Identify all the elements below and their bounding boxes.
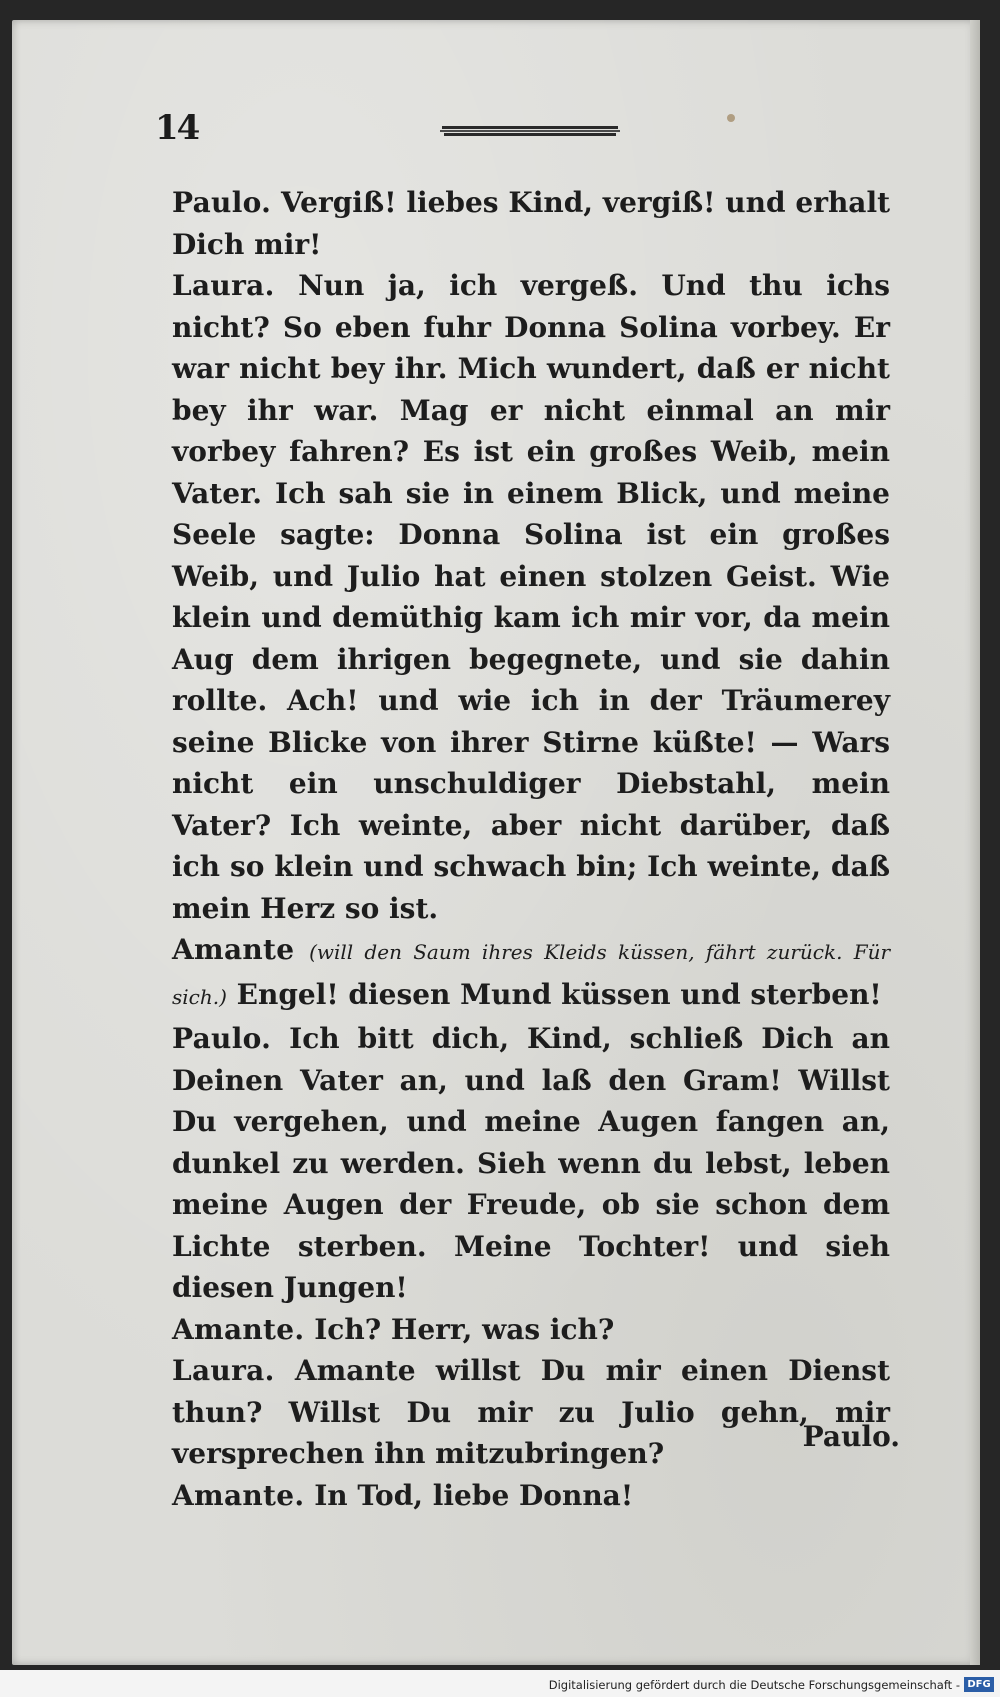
dialogue-text: In Tod, liebe Donna!	[314, 1478, 634, 1512]
paragraph-5	[172, 1309, 890, 1351]
footer-strip	[0, 1670, 1000, 1697]
paragraph-3	[172, 929, 890, 1018]
paragraph-2	[172, 265, 890, 929]
dialogue-text: Ich? Herr, was ich?	[314, 1312, 615, 1346]
page-edge	[970, 20, 980, 1665]
footer-credit: Digitalisierung gefördert durch die Deutsche Forschungsgemeinschaft -	[548, 1678, 960, 1692]
speaker-name: Laura.	[172, 1354, 275, 1387]
ornament-rule	[440, 125, 620, 137]
dialogue-text: Vergiß! liebes Kind, vergiß! und erhalt Dich mir!	[172, 186, 891, 261]
catchword: Paulo.	[802, 1420, 900, 1453]
paragraph-4	[172, 1018, 890, 1309]
page-number: 14	[155, 108, 199, 148]
dfg-logo-icon: DFG	[964, 1677, 994, 1692]
paragraph-7	[172, 1475, 890, 1517]
text-body	[172, 182, 890, 1516]
speaker-name: Amante.	[172, 1478, 305, 1512]
stage-direction: (will den Saum ihres Kleids küssen, fährt zurück. Für sich.)	[172, 940, 891, 1009]
dialogue-text: Amante willst Du mir einen Dienst thun? Willst Du mir zu Julio gehn, mir versprechen ihn mitzubringen?	[172, 1354, 890, 1470]
paragraph-6	[172, 1350, 890, 1475]
dialogue-text: Nun ja, ich vergeß. Und thu ichs nicht? So eben fuhr Donna Solina vorbey. Er war nicht bey ihr. Mich wundert, daß er nicht bey ihr war. Mag er nicht einmal an mir vorbey fahren? Es ist ein großes Weib, mein Vater. Ich sah sie in einem Blick, und meine Seele sagte: Donna Solina ist ein großes Weib, und Julio hat einen stolzen Geist. Wie klein und demüthig kam ich mir vor, da mein Aug dem ihrigen begegnete, und sie dahin rollte. Ach! und wie ich in der Träumerey seine Blicke von ihrer Stirne küßte! — Wars nicht ein unschuldiger Diebstahl, mein Vater? Ich weinte, aber nicht darüber, daß ich so klein und schwach bin; Ich weinte, daß mein Herz so ist.	[172, 269, 891, 925]
dialogue-text: Ich bitt dich, Kind, schließ Dich an Deinen Vater an, und laß den Gram! Willst Du vergehen, und meine Augen fangen an, dunkel zu werden. Sieh wenn du lebst, leben meine Augen der Freude, ob sie schon dem Lichte sterben. Meine Tochter! und sieh diesen Jungen!	[172, 1022, 890, 1304]
speaker-name: Paulo.	[172, 186, 272, 219]
speaker-name: Amante.	[172, 1312, 305, 1346]
speaker-name: Laura.	[172, 269, 275, 302]
dialogue-text: Engel! diesen Mund küssen und sterben!	[236, 977, 882, 1011]
ink-spot	[727, 114, 735, 122]
speaker-name: Paulo.	[172, 1022, 272, 1055]
speaker-name: Amante	[172, 933, 295, 966]
paragraph-1	[172, 182, 890, 265]
